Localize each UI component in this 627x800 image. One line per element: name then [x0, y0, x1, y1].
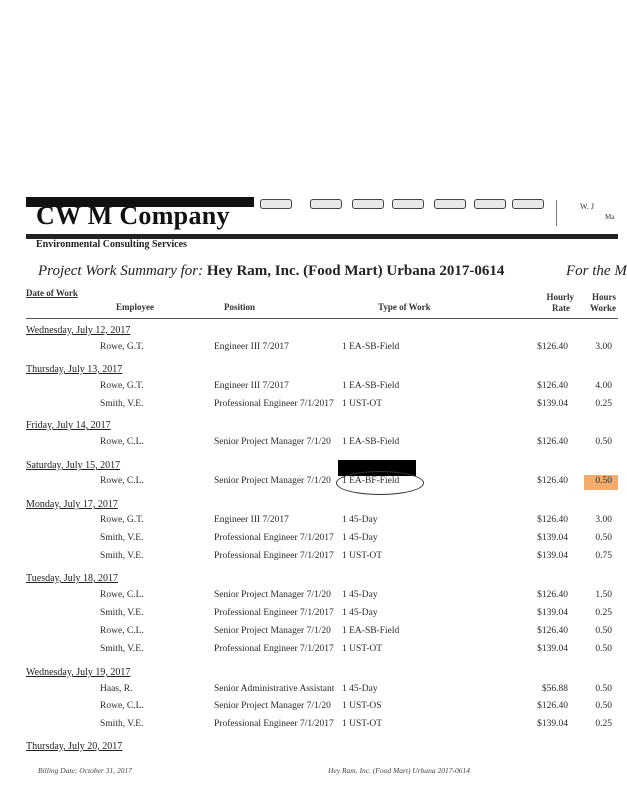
position-cell: Senior Project Manager 7/1/20	[214, 701, 331, 711]
type-of-work-cell: 1 UST-OT	[342, 551, 383, 561]
position-cell: Senior Project Manager 7/1/20	[214, 590, 331, 600]
dash-mark	[260, 199, 292, 209]
type-of-work-cell: 1 UST-OT	[342, 719, 383, 729]
type-of-work-cell: 1 EA-SB-Field	[342, 626, 400, 636]
hourly-rate-cell: $139.04	[537, 644, 568, 654]
col-type: Type of Work	[378, 302, 431, 312]
employee-cell: Rowe, G.T.	[100, 515, 144, 525]
hourly-rate-cell: $126.40	[537, 476, 568, 486]
summary-label: Project Work Summary for:	[38, 263, 204, 279]
col-date: Date of Work	[26, 288, 78, 298]
employee-cell: Rowe, C.L.	[100, 590, 144, 600]
employee-cell: Rowe, G.T.	[100, 381, 144, 391]
employee-cell: Haas, R.	[100, 684, 133, 694]
col-hours-bottom: Worke	[590, 303, 616, 313]
hourly-rate-cell: $126.40	[537, 342, 568, 352]
date-of-work: Thursday, July 20, 2017	[26, 741, 123, 752]
col-rate-bottom: Rate	[552, 303, 570, 313]
dash-mark	[392, 199, 424, 209]
col-employee: Employee	[116, 302, 154, 312]
type-of-work-cell: 1 45-Day	[342, 608, 378, 618]
summary-line	[38, 263, 504, 280]
employee-cell: Smith, V.E.	[100, 399, 144, 409]
hourly-rate-cell: $139.04	[537, 551, 568, 561]
date-of-work: Monday, July 17, 2017	[26, 499, 118, 510]
position-cell: Professional Engineer 7/1/2017	[214, 533, 334, 543]
hours-worked-cell: 0.50	[595, 701, 612, 711]
date-of-work: Thursday, July 13, 2017	[26, 364, 123, 375]
hours-worked-cell: 0.50	[595, 533, 612, 543]
dash-mark	[474, 199, 506, 209]
position-cell: Professional Engineer 7/1/2017	[214, 719, 334, 729]
employee-cell: Smith, V.E.	[100, 719, 144, 729]
hourly-rate-cell: $139.04	[537, 533, 568, 543]
employee-cell: Rowe, C.L.	[100, 701, 144, 711]
hours-worked-cell: 0.50	[595, 684, 612, 694]
company-subtitle: Environmental Consulting Services	[36, 239, 187, 250]
hours-worked-cell: 0.50	[595, 644, 612, 654]
employee-cell: Smith, V.E.	[100, 644, 144, 654]
position-cell: Senior Project Manager 7/1/20	[214, 626, 331, 636]
type-of-work-cell: 1 45-Day	[342, 684, 378, 694]
employee-cell: Rowe, G.T.	[100, 342, 144, 352]
hours-worked-cell: 0.50	[595, 476, 612, 486]
dash-mark	[310, 199, 342, 209]
hours-worked-cell: 0.25	[595, 399, 612, 409]
client-project: Hey Ram, Inc. (Food Mart) Urbana 2017-0614	[206, 263, 505, 279]
type-of-work-cell: 1 UST-OS	[342, 701, 382, 711]
hours-worked-cell: 3.00	[595, 515, 612, 525]
hours-worked-cell: 0.75	[595, 551, 612, 561]
date-of-work: Saturday, July 15, 2017	[26, 460, 121, 471]
hours-worked-cell: 0.25	[595, 608, 612, 618]
type-of-work-cell: 1 45-Day	[342, 515, 378, 525]
employee-cell: Smith, V.E.	[100, 608, 144, 618]
hours-worked-cell: 1.50	[595, 590, 612, 600]
position-cell: Engineer III 7/2017	[214, 342, 289, 352]
type-of-work-cell: 1 UST-OT	[342, 644, 383, 654]
corner-text-2: Ma	[605, 213, 615, 221]
position-cell: Professional Engineer 7/1/2017	[214, 608, 334, 618]
employee-cell: Smith, V.E.	[100, 533, 144, 543]
dash-mark	[352, 199, 384, 209]
hourly-rate-cell: $139.04	[537, 399, 568, 409]
date-of-work: Friday, July 14, 2017	[26, 420, 111, 431]
position-cell: Senior Project Manager 7/1/20	[214, 476, 331, 486]
position-cell: Professional Engineer 7/1/2017	[214, 551, 334, 561]
hours-worked-cell: 4.00	[595, 381, 612, 391]
position-cell: Professional Engineer 7/1/2017	[214, 644, 334, 654]
hourly-rate-cell: $126.40	[537, 701, 568, 711]
position-cell: Senior Administrative Assistant	[214, 684, 335, 694]
dash-mark	[434, 199, 466, 209]
position-cell: Engineer III 7/2017	[214, 381, 289, 391]
position-cell: Professional Engineer 7/1/2017	[214, 399, 334, 409]
hourly-rate-cell: $126.40	[537, 437, 568, 447]
type-of-work-cell: 1 EA-SB-Field	[342, 437, 400, 447]
period-label: For the M	[566, 263, 627, 279]
employee-cell: Rowe, C.L.	[100, 476, 144, 486]
hours-worked-cell: 0.25	[595, 719, 612, 729]
date-of-work: Wednesday, July 19, 2017	[26, 667, 131, 678]
col-position: Position	[224, 302, 256, 312]
hours-worked-cell: 0.50	[595, 626, 612, 636]
hourly-rate-cell: $126.40	[537, 626, 568, 636]
col-rate-top: Hourly	[546, 292, 574, 302]
employee-cell: Rowe, C.L.	[100, 626, 144, 636]
type-of-work-cell: 1 EA-SB-Field	[342, 342, 400, 352]
hours-worked-cell: 0.50	[595, 437, 612, 447]
footer-project-ref: Hey Ram, Inc. (Food Mart) Urbana 2017-0614	[328, 766, 471, 775]
hourly-rate-cell: $56.88	[541, 684, 568, 694]
column-header-rule	[26, 318, 618, 319]
dash-mark	[512, 199, 544, 209]
type-of-work-cell: 1 45-Day	[342, 533, 378, 543]
employee-cell: Rowe, C.L.	[100, 437, 144, 447]
corner-text-1: W. J	[580, 202, 594, 211]
date-of-work: Tuesday, July 18, 2017	[26, 573, 119, 584]
type-of-work-cell: 1 UST-OT	[342, 399, 383, 409]
hourly-rate-cell: $126.40	[537, 515, 568, 525]
employee-cell: Smith, V.E.	[100, 551, 144, 561]
type-of-work-cell: 1 EA-BF-Field	[342, 476, 400, 486]
company-name: CW M Company	[36, 201, 230, 230]
hours-worked-cell: 3.00	[595, 342, 612, 352]
billing-date: Billing Date: October 31, 2017	[38, 766, 132, 775]
date-of-work: Wednesday, July 12, 2017	[26, 325, 131, 336]
hourly-rate-cell: $139.04	[537, 608, 568, 618]
type-of-work-cell: 1 45-Day	[342, 590, 378, 600]
position-cell: Senior Project Manager 7/1/20	[214, 437, 331, 447]
hourly-rate-cell: $126.40	[537, 381, 568, 391]
col-hours-top: Hours	[592, 292, 617, 302]
position-cell: Engineer III 7/2017	[214, 515, 289, 525]
hourly-rate-cell: $126.40	[537, 590, 568, 600]
type-of-work-cell: 1 EA-SB-Field	[342, 381, 400, 391]
hourly-rate-cell: $139.04	[537, 719, 568, 729]
